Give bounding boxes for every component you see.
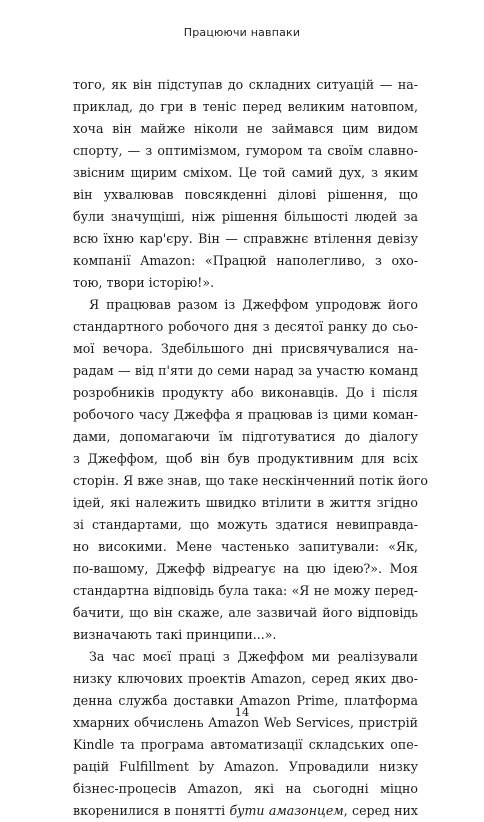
text-line: звісним щирим сміхом. Це той самий дух, з яким [73,165,418,180]
text-line: тою, твори історію!». [73,275,215,290]
text-line: хоча він майже ніколи не займався цим видом [73,121,418,136]
text-line: рацій Fulfillment by Amazon. Упровадили низку [73,759,418,774]
text-line: приклад, до гри в теніс перед великим натовпом, [73,99,418,114]
text-line: но високими. Мене частенько запитували: «Як, [73,539,418,554]
text-line: хмарних обчислень Amazon Web Services, пристрій [73,715,418,730]
text-line: всю їхню кар'єру. Він — справжнє втілення девізу [73,231,418,246]
text-segment: вкоренилися в понятті [73,803,230,818]
text-line: денна служба доставки Amazon Prime, платформа [73,693,418,708]
text-line: розробників продукту або виконавців. До і після [73,385,418,400]
running-head: Працюючи навпаки [183,26,301,39]
text-line: низку ключових проектів Amazon, серед яких дво- [73,671,418,686]
text-line: зі стандартами, що можуть здатися невиправда- [73,517,418,532]
text-line: стандартного робочого дня з десятої ранку до сьо- [73,319,418,334]
text-line [73,800,418,822]
page-number: 14 [234,705,250,719]
text-line: були значущіші, ніж рішення більшості людей за [73,209,418,224]
text-line: того, як він підступав до складних ситуацій — на- [73,77,418,92]
text-line: з Джеффом, щоб він був продуктивним для всіх [73,451,418,466]
text-line: ідей, які належить швидко втілити в життя згідно [73,495,418,510]
text-line: За час моєї праці з Джеффом ми реалізували [89,649,418,664]
text-line: сторін. Я вже знав, що таке нескінченний потік його [73,473,428,488]
text-line: по-вашому, Джефф відреагує на цю ідею?». Моя [73,561,418,576]
text-line: він ухвалював повсякденні ділові рішення, що [73,187,418,202]
text-line: компанії Amazon: «Працюй наполегливо, з охо- [73,253,418,268]
text-line: робочого часу Джеффа я працював із цими коман- [73,407,418,422]
text-line: стандартна відповідь була така: «Я не можу перед- [73,583,418,598]
italic-term: бути амазонцем [229,803,344,818]
text-line: спорту, — з оптимізмом, гумором та своїм славно- [73,143,418,158]
text-line: мої вечора. Здебільшого дні присвячувалися на- [73,341,418,356]
text-line: Kindle та програма автоматизації складських опе- [73,737,418,752]
text-line: бізнес-процесів Amazon, які на сьогодні міцно [73,781,418,796]
text-line: визначають такі принципи...». [73,627,277,642]
text-line: дами, допомагаючи їм підготуватися до діалогу [73,429,418,444]
text-line: бачити, що він скаже, але зазвичай його відповідь [73,605,418,620]
text-segment: , серед них [343,803,418,818]
text-line: Я працював разом із Джеффом упродовж його [89,297,418,312]
text-line: радам — від п'яти до семи нарад за участю команд [73,363,418,378]
